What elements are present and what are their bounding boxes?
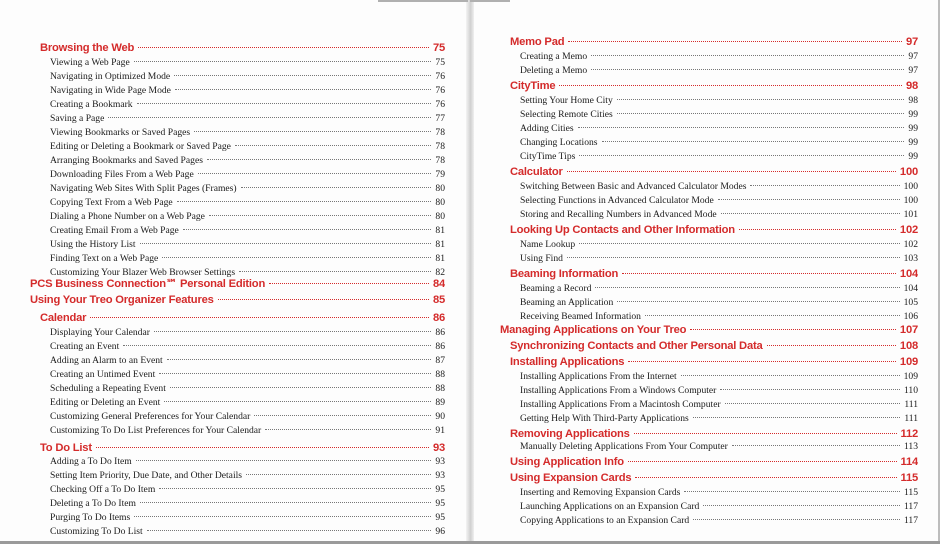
toc-entry: [520, 282, 918, 296]
toc-page-number: 95: [435, 498, 445, 509]
toc-entry-title: Synchronizing Contacts and Other Personal Data: [510, 340, 763, 352]
toc-entry-title: CityTime: [510, 80, 556, 92]
dot-leader: [739, 229, 896, 230]
toc-page-number: 88: [435, 369, 445, 380]
dot-leader: [732, 445, 900, 446]
toc-page-number: 78: [435, 155, 445, 166]
toc-entry: [50, 497, 445, 511]
toc-entry: [50, 382, 445, 396]
toc-entry-title: Dialing a Phone Number on a Web Page: [50, 211, 205, 222]
toc-entry: [50, 154, 445, 168]
toc-entry-title: Using the History List: [50, 239, 136, 250]
toc-entry: [520, 412, 918, 426]
dot-leader: [617, 113, 905, 114]
toc-page-number: 87: [435, 355, 445, 366]
toc-entry-title: Creating an Event: [50, 341, 120, 352]
toc-entry-title: Copying Text From a Web Page: [50, 197, 173, 208]
toc-entry: [50, 168, 445, 182]
toc-chapter-heading: [30, 276, 445, 292]
toc-page-number: 97: [908, 65, 918, 76]
toc-entry: [50, 368, 445, 382]
toc-page-number: 86: [435, 327, 445, 338]
toc-section-heading: [40, 310, 445, 326]
toc-page-number: 76: [435, 99, 445, 110]
toc-entry-title: Creating a Memo: [520, 51, 588, 62]
toc-entry-title: Installing Applications From the Internet: [520, 371, 677, 382]
dot-leader: [579, 243, 899, 244]
toc-page-number: 80: [435, 211, 445, 222]
toc-entry-title: Checking Off a To Do Item: [50, 484, 156, 495]
toc-entry: [520, 108, 918, 122]
dot-leader: [164, 401, 431, 402]
toc-entry: [50, 70, 445, 84]
toc-page-number: 100: [903, 181, 918, 192]
toc-page-number: 81: [435, 225, 445, 236]
dot-leader: [136, 460, 432, 461]
toc-page-number: 104: [903, 283, 918, 294]
toc-section-heading: [510, 470, 918, 486]
dot-leader: [159, 488, 431, 489]
toc-page-number: 76: [435, 71, 445, 82]
toc-entry-title: Selecting Functions in Advanced Calculator Mode: [520, 195, 714, 206]
toc-entry: [50, 410, 445, 424]
toc-page-number: 106: [903, 311, 918, 322]
toc-entry-title: Beaming an Application: [520, 297, 614, 308]
toc-entry-title: Browsing the Web: [40, 42, 135, 54]
dot-leader: [123, 345, 431, 346]
toc-page-number: 102: [899, 224, 918, 236]
toc-section-heading: [510, 222, 918, 238]
toc-page-number: 109: [903, 371, 918, 382]
dot-leader: [693, 417, 901, 418]
toc-entry: [50, 98, 445, 112]
dot-leader: [595, 287, 899, 288]
toc-section-heading: [40, 440, 445, 456]
toc-entry-title: Removing Applications: [510, 428, 630, 440]
dot-leader: [567, 171, 896, 172]
dot-leader: [175, 89, 431, 90]
toc-page-number: 76: [435, 85, 445, 96]
toc-page-number: 81: [435, 253, 445, 264]
dot-leader: [265, 429, 431, 430]
toc-entry: [50, 469, 445, 483]
dot-leader: [198, 173, 432, 174]
toc-entry-title: Setting Item Priority, Due Date, and Other Details: [50, 470, 243, 481]
dot-leader: [138, 47, 429, 48]
toc-page-number: 109: [899, 356, 918, 368]
toc-entry: [520, 252, 918, 266]
toc-entry-title: Customizing General Preferences for Your Calendar: [50, 411, 251, 422]
toc-page-number: 113: [903, 441, 918, 452]
toc-entry-title: Arranging Bookmarks and Saved Pages: [50, 155, 203, 166]
toc-entry: [520, 50, 918, 64]
toc-page-number: 90: [435, 411, 445, 422]
toc-page-number: 111: [904, 413, 918, 424]
toc-page-number: 75: [435, 57, 445, 68]
toc-page-number: 112: [900, 428, 918, 440]
toc-entry: [50, 224, 445, 238]
toc-entry-title: Adding Cities: [520, 123, 574, 134]
toc-entry-title: CityTime Tips: [520, 151, 576, 162]
toc-page-number: 97: [908, 51, 918, 62]
dot-leader: [159, 373, 431, 374]
toc-entry-title: Launching Applications on an Expansion Card: [520, 501, 700, 512]
toc-page-number: 115: [903, 487, 918, 498]
toc-entry-title: Getting Help With Third-Party Applications: [520, 413, 689, 424]
right-page: [470, 0, 940, 544]
toc-page-number: 103: [903, 253, 918, 264]
toc-section-heading: [40, 40, 445, 56]
toc-entry: [520, 136, 918, 150]
toc-entry-title: Using Your Treo Organizer Features: [30, 294, 214, 306]
toc-entry: [50, 196, 445, 210]
dot-leader: [703, 505, 900, 506]
toc-section-heading: [510, 164, 918, 180]
dot-leader: [721, 213, 900, 214]
toc-entry: [50, 340, 445, 354]
toc-entry: [50, 252, 445, 266]
toc-entry-title: Calculator: [510, 166, 563, 178]
toc-entry-title: Selecting Remote Cities: [520, 109, 613, 120]
toc-entry-title: Receiving Beamed Information: [520, 311, 641, 322]
toc-entry: [520, 500, 918, 514]
toc-entry-title: Navigating in Optimized Mode: [50, 71, 171, 82]
dot-leader: [154, 331, 431, 332]
dot-leader: [725, 403, 901, 404]
dot-leader: [209, 215, 431, 216]
dot-leader: [578, 127, 905, 128]
toc-entry-title: Purging To Do Items: [50, 512, 131, 523]
toc-entry-title: Adding an Alarm to an Event: [50, 355, 163, 366]
toc-entry: [50, 511, 445, 525]
toc-entry: [50, 182, 445, 196]
toc-entry-title: Downloading Files From a Web Page: [50, 169, 194, 180]
toc-entry: [50, 455, 445, 469]
toc-page-number: 111: [904, 399, 918, 410]
toc-entry: [50, 210, 445, 224]
dot-leader: [645, 315, 900, 316]
toc-entry-title: Looking Up Contacts and Other Information: [510, 224, 735, 236]
toc-entry: [50, 84, 445, 98]
toc-entry: [520, 296, 918, 310]
toc-chapter-heading: [30, 292, 445, 308]
toc-entry: [520, 64, 918, 78]
toc-entry: [520, 194, 918, 208]
toc-entry-title: Customizing To Do List Preferences for Your Calendar: [50, 425, 262, 436]
dot-leader: [174, 75, 431, 76]
toc-entry-title: PCS Business Connection℠ Personal Edition: [30, 278, 266, 290]
toc-entry: [50, 238, 445, 252]
toc-entry: [520, 208, 918, 222]
toc-entry: [520, 384, 918, 398]
toc-entry-title: Copying Applications to an Expansion Card: [520, 515, 690, 526]
toc-entry: [50, 483, 445, 497]
dot-leader: [635, 477, 896, 478]
toc-entry-title: Creating an Untimed Event: [50, 369, 156, 380]
toc-page-number: 77: [435, 113, 445, 124]
toc-entry-title: Installing Applications From a Windows Computer: [520, 385, 717, 396]
toc-page-number: 75: [432, 42, 445, 54]
toc-entry-title: Memo Pad: [510, 36, 565, 48]
page-edge-shadow: [470, 0, 510, 2]
toc-page-number: 97: [905, 36, 918, 48]
toc-entry-title: Finding Text on a Web Page: [50, 253, 159, 264]
dot-leader: [617, 301, 899, 302]
toc-page-number: 108: [899, 340, 918, 352]
toc-entry-title: Saving a Page: [50, 113, 105, 124]
dot-leader: [579, 155, 904, 156]
toc-entry: [520, 94, 918, 108]
toc-page-number: 85: [432, 294, 445, 306]
dot-leader: [750, 185, 899, 186]
toc-page-number: 95: [435, 512, 445, 523]
toc-entry-title: Displaying Your Calendar: [50, 327, 150, 338]
toc-entry-title: To Do List: [40, 442, 92, 454]
toc-page-number: 115: [900, 472, 918, 484]
toc-page-number: 80: [435, 197, 445, 208]
toc-page-number: 104: [899, 268, 918, 280]
toc-page-number: 102: [903, 239, 918, 250]
dot-leader: [567, 257, 900, 258]
toc-entry: [520, 486, 918, 500]
toc-entry-title: Installing Applications From a Macintosh Computer: [520, 399, 721, 410]
toc-page-number: 93: [435, 470, 445, 481]
toc-entry-title: Creating a Bookmark: [50, 99, 133, 110]
dot-leader: [147, 530, 432, 531]
toc-entry: [50, 126, 445, 140]
dot-leader: [134, 61, 432, 62]
dot-leader: [162, 257, 431, 258]
toc-entry: [50, 354, 445, 368]
toc-entry: [50, 326, 445, 340]
toc-page-number: 89: [435, 397, 445, 408]
toc-page-number: 78: [435, 141, 445, 152]
toc-entry-title: Editing or Deleting a Bookmark or Saved Page: [50, 141, 231, 152]
dot-leader: [140, 502, 431, 503]
toc-entry: [520, 440, 918, 454]
dot-leader: [207, 159, 431, 160]
dot-leader: [167, 359, 432, 360]
dot-leader: [622, 273, 896, 274]
toc-entry: [50, 112, 445, 126]
page-edge-shadow: [378, 0, 468, 2]
toc-entry: [520, 398, 918, 412]
toc-right-list: [470, 0, 940, 544]
toc-page-number: 91: [435, 425, 445, 436]
dot-leader: [634, 433, 897, 434]
toc-page-number: 86: [435, 341, 445, 352]
toc-entry-title: Inserting and Removing Expansion Cards: [520, 487, 681, 498]
toc-entry-title: Using Expansion Cards: [510, 472, 632, 484]
toc-page-number: 99: [908, 151, 918, 162]
toc-entry-title: Viewing a Web Page: [50, 57, 130, 68]
toc-entry-title: Using Find: [520, 253, 563, 264]
toc-entry: [50, 525, 445, 539]
toc-entry-title: Name Lookup: [520, 239, 576, 250]
dot-leader: [720, 389, 900, 390]
toc-entry: [520, 514, 918, 528]
dot-leader: [194, 131, 431, 132]
toc-entry-title: Navigating Web Sites With Split Pages (Frames): [50, 183, 237, 194]
toc-entry: [50, 140, 445, 154]
dot-leader: [218, 299, 429, 300]
toc-entry-title: Deleting a To Do Item: [50, 498, 137, 509]
toc-entry-title: Beaming Information: [510, 268, 619, 280]
toc-entry-title: Switching Between Basic and Advanced Calculator Modes: [520, 181, 747, 192]
dot-leader: [767, 345, 896, 346]
dot-leader: [617, 99, 905, 100]
dot-leader: [568, 41, 902, 42]
toc-entry: [520, 180, 918, 194]
toc-entry: [50, 56, 445, 70]
toc-entry-title: Creating Email From a Web Page: [50, 225, 179, 236]
toc-page-number: 93: [432, 442, 445, 454]
dot-leader: [269, 283, 429, 284]
toc-page-number: 88: [435, 383, 445, 394]
dot-leader: [628, 361, 896, 362]
toc-page-number: 93: [435, 456, 445, 467]
book-spine: [466, 0, 474, 544]
toc-page-number: 95: [435, 484, 445, 495]
toc-page-number: 81: [435, 239, 445, 250]
toc-page-number: 98: [908, 95, 918, 106]
dot-leader: [90, 317, 429, 318]
toc-entry: [520, 150, 918, 164]
dot-leader: [254, 415, 431, 416]
toc-page-number: 78: [435, 127, 445, 138]
toc-page-number: 117: [903, 501, 918, 512]
toc-entry-title: Scheduling a Repeating Event: [50, 383, 166, 394]
toc-entry-title: Beaming a Record: [520, 283, 592, 294]
toc-entry-title: Using Application Info: [510, 456, 624, 468]
dot-leader: [246, 474, 431, 475]
toc-entry: [520, 370, 918, 384]
toc-entry-title: Setting Your Home City: [520, 95, 613, 106]
toc-entry-title: Calendar: [40, 312, 87, 324]
dot-leader: [602, 141, 905, 142]
toc-page-number: 100: [903, 195, 918, 206]
dot-leader: [591, 55, 904, 56]
dot-leader: [681, 375, 900, 376]
dot-leader: [108, 117, 431, 118]
toc-entry-title: Customizing To Do List: [50, 526, 143, 537]
dot-leader: [137, 103, 432, 104]
toc-page-number: 80: [435, 183, 445, 194]
toc-section-heading: [510, 34, 918, 50]
toc-entry-title: Manually Deleting Applications From Your Computer: [520, 441, 728, 452]
toc-page-number: 107: [899, 324, 918, 336]
toc-page-number: 82: [435, 267, 445, 278]
toc-page-number: 99: [908, 123, 918, 134]
toc-entry: [50, 396, 445, 410]
toc-page-number: 96: [435, 526, 445, 537]
toc-page-number: 117: [903, 515, 918, 526]
dot-leader: [718, 199, 900, 200]
toc-entry-title: Changing Locations: [520, 137, 598, 148]
toc-page-number: 99: [908, 137, 918, 148]
dot-leader: [235, 145, 431, 146]
toc-entry-title: Managing Applications on Your Treo: [500, 324, 687, 336]
dot-leader: [693, 519, 900, 520]
toc-section-heading: [510, 454, 918, 470]
toc-section-heading: [510, 78, 918, 94]
toc-page-number: 99: [908, 109, 918, 120]
toc-page-number: 110: [903, 385, 918, 396]
toc-entry-title: Installing Applications: [510, 356, 625, 368]
toc-entry: [520, 238, 918, 252]
dot-leader: [177, 201, 432, 202]
dot-leader: [239, 271, 431, 272]
dot-leader: [170, 387, 432, 388]
toc-page-number: 101: [903, 209, 918, 220]
dot-leader: [140, 243, 432, 244]
toc-entry-title: Editing or Deleting an Event: [50, 397, 161, 408]
toc-section-heading: [510, 338, 918, 354]
dot-leader: [690, 329, 896, 330]
dot-leader: [96, 447, 429, 448]
toc-entry-title: Adding a To Do Item: [50, 456, 132, 467]
dot-leader: [559, 85, 902, 86]
dot-leader: [628, 461, 897, 462]
toc-page-number: 98: [905, 80, 918, 92]
toc-entry-title: Viewing Bookmarks or Saved Pages: [50, 127, 191, 138]
toc-entry-title: Customizing Your Blazer Web Browser Settings: [50, 267, 236, 278]
dot-leader: [591, 69, 904, 70]
toc-entry-title: Navigating in Wide Page Mode: [50, 85, 171, 96]
toc-section-heading: [510, 354, 918, 370]
toc-entry-title: Storing and Recalling Numbers in Advanced Mode: [520, 209, 717, 220]
dot-leader: [183, 229, 432, 230]
toc-page-number: 105: [903, 297, 918, 308]
dot-leader: [241, 187, 432, 188]
toc-page-number: 79: [435, 169, 445, 180]
toc-page-number: 114: [900, 456, 918, 468]
dot-leader: [684, 491, 900, 492]
toc-page-number: 100: [899, 166, 918, 178]
toc-section-heading: [510, 266, 918, 282]
toc-page-number: 86: [432, 312, 445, 324]
toc-page-number: 84: [432, 278, 445, 290]
dot-leader: [134, 516, 431, 517]
toc-chapter-heading: [500, 322, 918, 338]
toc-entry-title: Deleting a Memo: [520, 65, 588, 76]
toc-entry: [520, 122, 918, 136]
toc-entry: [50, 424, 445, 438]
